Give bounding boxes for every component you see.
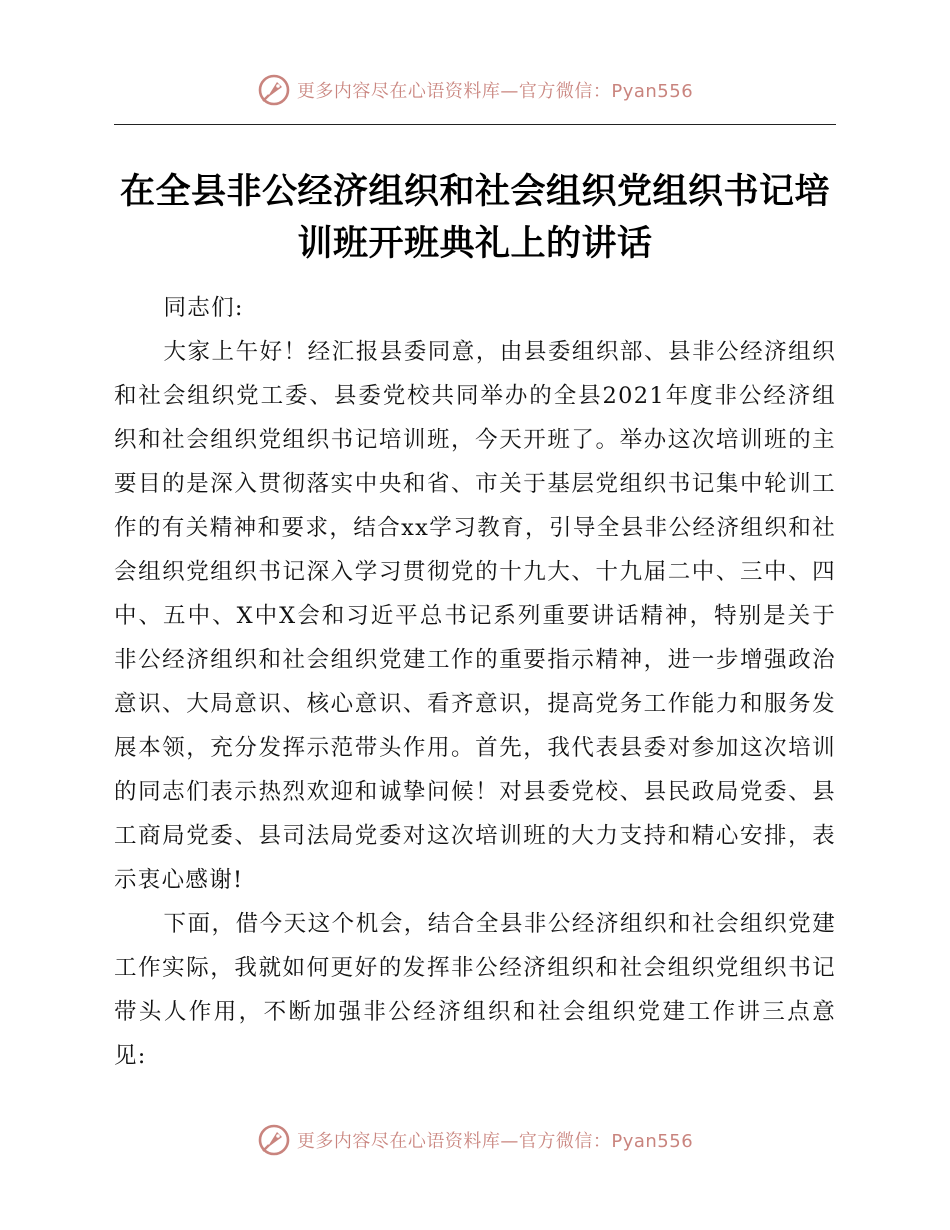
paragraph: 大家上午好！经汇报县委同意，由县委组织部、县非公经济组织和社会组织党工委、县委党校共同举办的全县2021年度非公经济组织和社会组织党组织书记培训班，今天开班了。举办这次培训班的主要目的是深入贯彻落实中央和省、市关于基层党组织书记集中轮训工作的有关精神和要求，结合xx学习教育，引导全县非公经济组织和社会组织党组织书记深入学习贯彻党的十九大、十九届二中、三中、四中、五中、X中X会和习近平总书记系列重要讲话精神，特别是关于非公经济组织和社会组织党建工作的重要指示精神，进一步增强政治意识、大局意识、核心意识、看齐意识，提高党务工作能力和服务发展本领，充分发挥示范带头作用。首先，我代表县委对参加这次培训的同志们表示热烈欢迎和诚挚问候！对县委党校、县民政局党委、县工商局党委、县司法局党委对这次培训班的大力支持和精心安排，表示衷心感谢! [114, 339, 836, 893]
paragraph: 下面，借今天这个机会，结合全县非公经济组织和社会组织党建工作实际，我就如何更好的发挥非公经济组织和社会组织党组织书记带头人作用，不断加强非公经济组织和社会组织党建工作讲三点意见: [114, 911, 836, 1069]
pen-nib-logo-icon [257, 1123, 291, 1157]
document-body [114, 286, 836, 1078]
footer-banner-text: 更多内容尽在心语资料库—官方微信：Pyan556 [296, 1131, 694, 1152]
salutation: 同志们: [163, 295, 244, 321]
header-banner [0, 70, 950, 110]
pen-nib-logo-icon [257, 73, 291, 107]
header-divider [114, 124, 836, 125]
footer-banner [0, 1120, 950, 1160]
header-banner-text: 更多内容尽在心语资料库—官方微信：Pyan556 [296, 81, 694, 102]
document-title: 在全县非公经济组织和社会组织党组织书记培训班开班典礼上的讲话 [119, 172, 830, 264]
